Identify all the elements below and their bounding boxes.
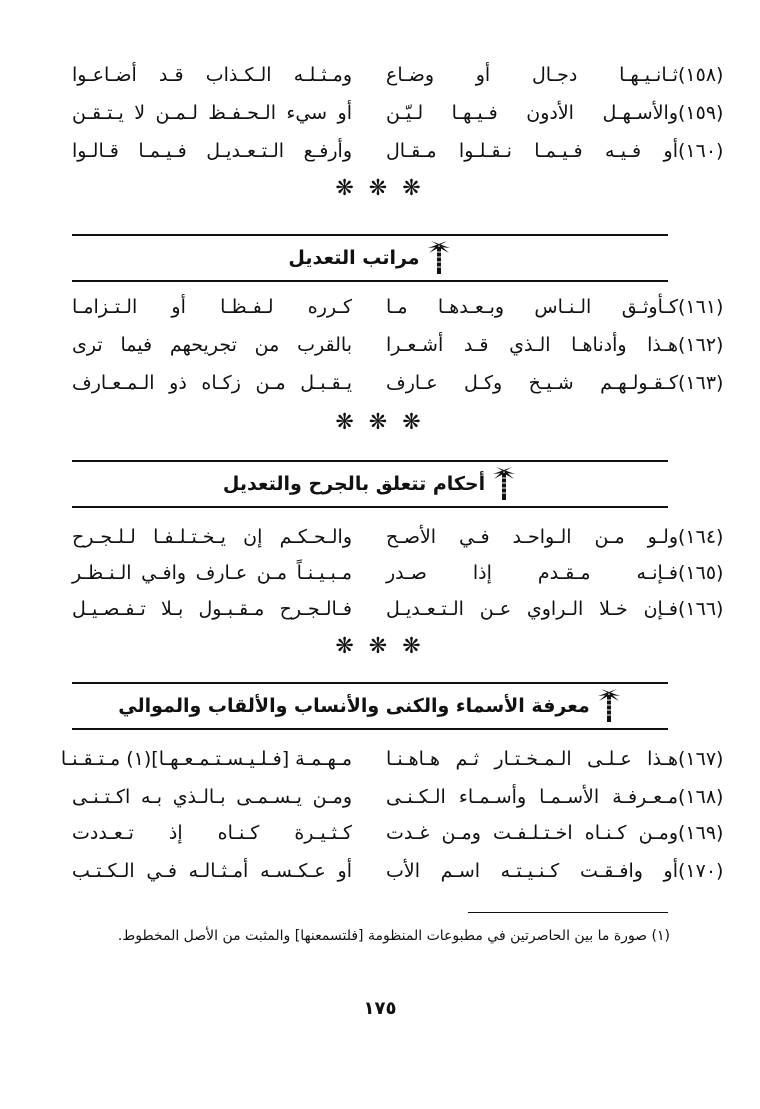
verse-second-hemistich: مـبـيـنـاً مـن عـارف وافـي الـنـظـر [72,562,352,584]
heading-rule-bottom [72,728,668,730]
verse-second-hemistich: بالقرب من تجريحهم فيما ترى [72,334,352,356]
verse-second-hemistich: كـثـيـرة كـنـاه إذ تـعـددت [72,822,352,844]
verse-first-hemistich: مـعـرفـة الأسـمـا وأسـمـاء الـكـنـى [386,786,678,808]
verse-161 [72,292,744,322]
verse-167 [60,744,744,774]
verse-number: (١٥٨) [678,64,724,86]
footnote-rule [468,912,668,913]
verse-first-hemistich: هـذا وأدناهـا الـذي قـد أشـعـرا [386,334,678,356]
footnote [70,924,670,948]
verse-first-hemistich: ومـن كـنـاه اخـتـلـفـت ومـن غـدت [386,822,678,844]
verse-162 [72,330,744,360]
palm-tree-icon [426,240,452,276]
verse-number: (١٦٢) [678,334,724,356]
verse-second-hemistich: يـقـبـل مـن زكـاه ذو الـمـعـارف [72,372,352,394]
footnote-text: صورة ما بين الحاصرتين في مطبوعات المنظومة [فلتسمعنها] والمثبت من الأصل المخطوط. [117,928,648,944]
verse-163 [72,368,744,398]
verse-second-hemistich: أو سيء الـحـفـظ لـمـن لا يـتـقـن [72,102,352,124]
verse-number: (١٦٧) [678,748,724,770]
heading-rule-top [72,682,668,684]
verse-second-hemistich: ومـثـلـه الـكـذاب قـد أضـاعـوا [72,64,352,86]
verse-168 [72,782,744,812]
verse-first-hemistich: أو فـيـه فـيـمـا نـقـلـوا مـقـال [386,140,678,162]
section-title: مراتب التعديل [288,247,420,269]
verse-166 [72,594,744,624]
palm-tree-icon [596,688,622,724]
footnote-marker: (١) [651,928,670,944]
verse-first-hemistich: ولـو مـن الـواحـد فـي الأصـح [386,526,678,548]
verse-165 [72,558,744,588]
verse-number: (١٦٥) [678,562,724,584]
verse-number: (١٦٤) [678,526,724,548]
verse-second-hemistich: ومـن يـسـمـى بـالـذي بـه اكـتـنـى [72,786,352,808]
section-separator: ❋ ❋ ❋ [335,410,425,435]
section-title: أحكام تتعلق بالجرح والتعديل [222,473,486,495]
verse-first-hemistich: هـذا عـلـى الـمـخـتـار ثـم هـاهـنـا [386,748,678,770]
page-number: ١٧٥ [363,998,397,1019]
palm-tree-icon [491,466,517,502]
verse-second-hemistich: فـالـجـرح مـقـبـول بـلا تـفـصـيـل [72,598,352,620]
section-heading [72,688,668,724]
verse-159 [72,98,744,128]
verse-number: (١٦٣) [678,372,724,394]
verse-second-hemistich: وأرفـع الـتـعـديـل فـيـمـا قـالـوا [72,140,352,162]
verse-first-hemistich: كـقـولـهـم شـيـخ وكـل عـارف [386,372,678,394]
section-separator: ❋ ❋ ❋ [335,634,425,659]
verse-first-hemistich: فـإنـه مـقـدم إذا صـدر [386,562,678,584]
heading-rule-top [72,234,668,236]
verse-160 [72,136,744,166]
verse-second-hemistich: والـحـكـم إن يـخـتـلـفـا لـلـجـرح [72,526,352,548]
verse-second-hemistich: كـرره لـفـظـا أو الـتـزامـا [72,296,352,318]
section-title: معرفة الأسماء والكنى والأنساب والألقاب والموالي [118,695,590,717]
heading-rule-bottom [72,506,668,508]
verse-number: (١٧٠) [678,860,724,882]
verse-number: (١٥٩) [678,102,724,124]
heading-rule-bottom [72,280,668,282]
section-heading [72,240,668,276]
section-separator: ❋ ❋ ❋ [335,176,425,201]
verse-number: (١٦٦) [678,598,724,620]
verse-first-hemistich: فـإن خـلا الـراوي عـن الـتـعـديـل [386,598,678,620]
verse-number: (١٦٩) [678,822,724,844]
verse-158 [72,60,744,90]
verse-164 [72,522,744,552]
verse-second-hemistich: مـهـمـة [فـلـيـسـتـمـعـهـا](١) مـتـقـنـا [60,748,352,770]
verse-169 [72,818,744,848]
heading-rule-top [72,460,668,462]
verse-number: (١٦١) [678,296,724,318]
section-heading [72,466,668,502]
verse-first-hemistich: كـأوثـق الـنـاس وبـعـدهـا مـا [386,296,678,318]
verse-number: (١٦٨) [678,786,724,808]
verse-number: (١٦٠) [678,140,724,162]
verse-first-hemistich: ثـانـيـهـا دجـال أو وضـاع [386,64,678,86]
verse-170 [72,856,744,886]
verse-first-hemistich: والأسـهـل الأدون فـيـهـا لـيّـن [386,102,678,124]
verse-second-hemistich: أو عـكـسـه أمـثـالـه فـي الـكـتـب [72,860,352,882]
verse-first-hemistich: أو وافـقـت كـنـيـتـه اسـم الأب [386,860,678,882]
